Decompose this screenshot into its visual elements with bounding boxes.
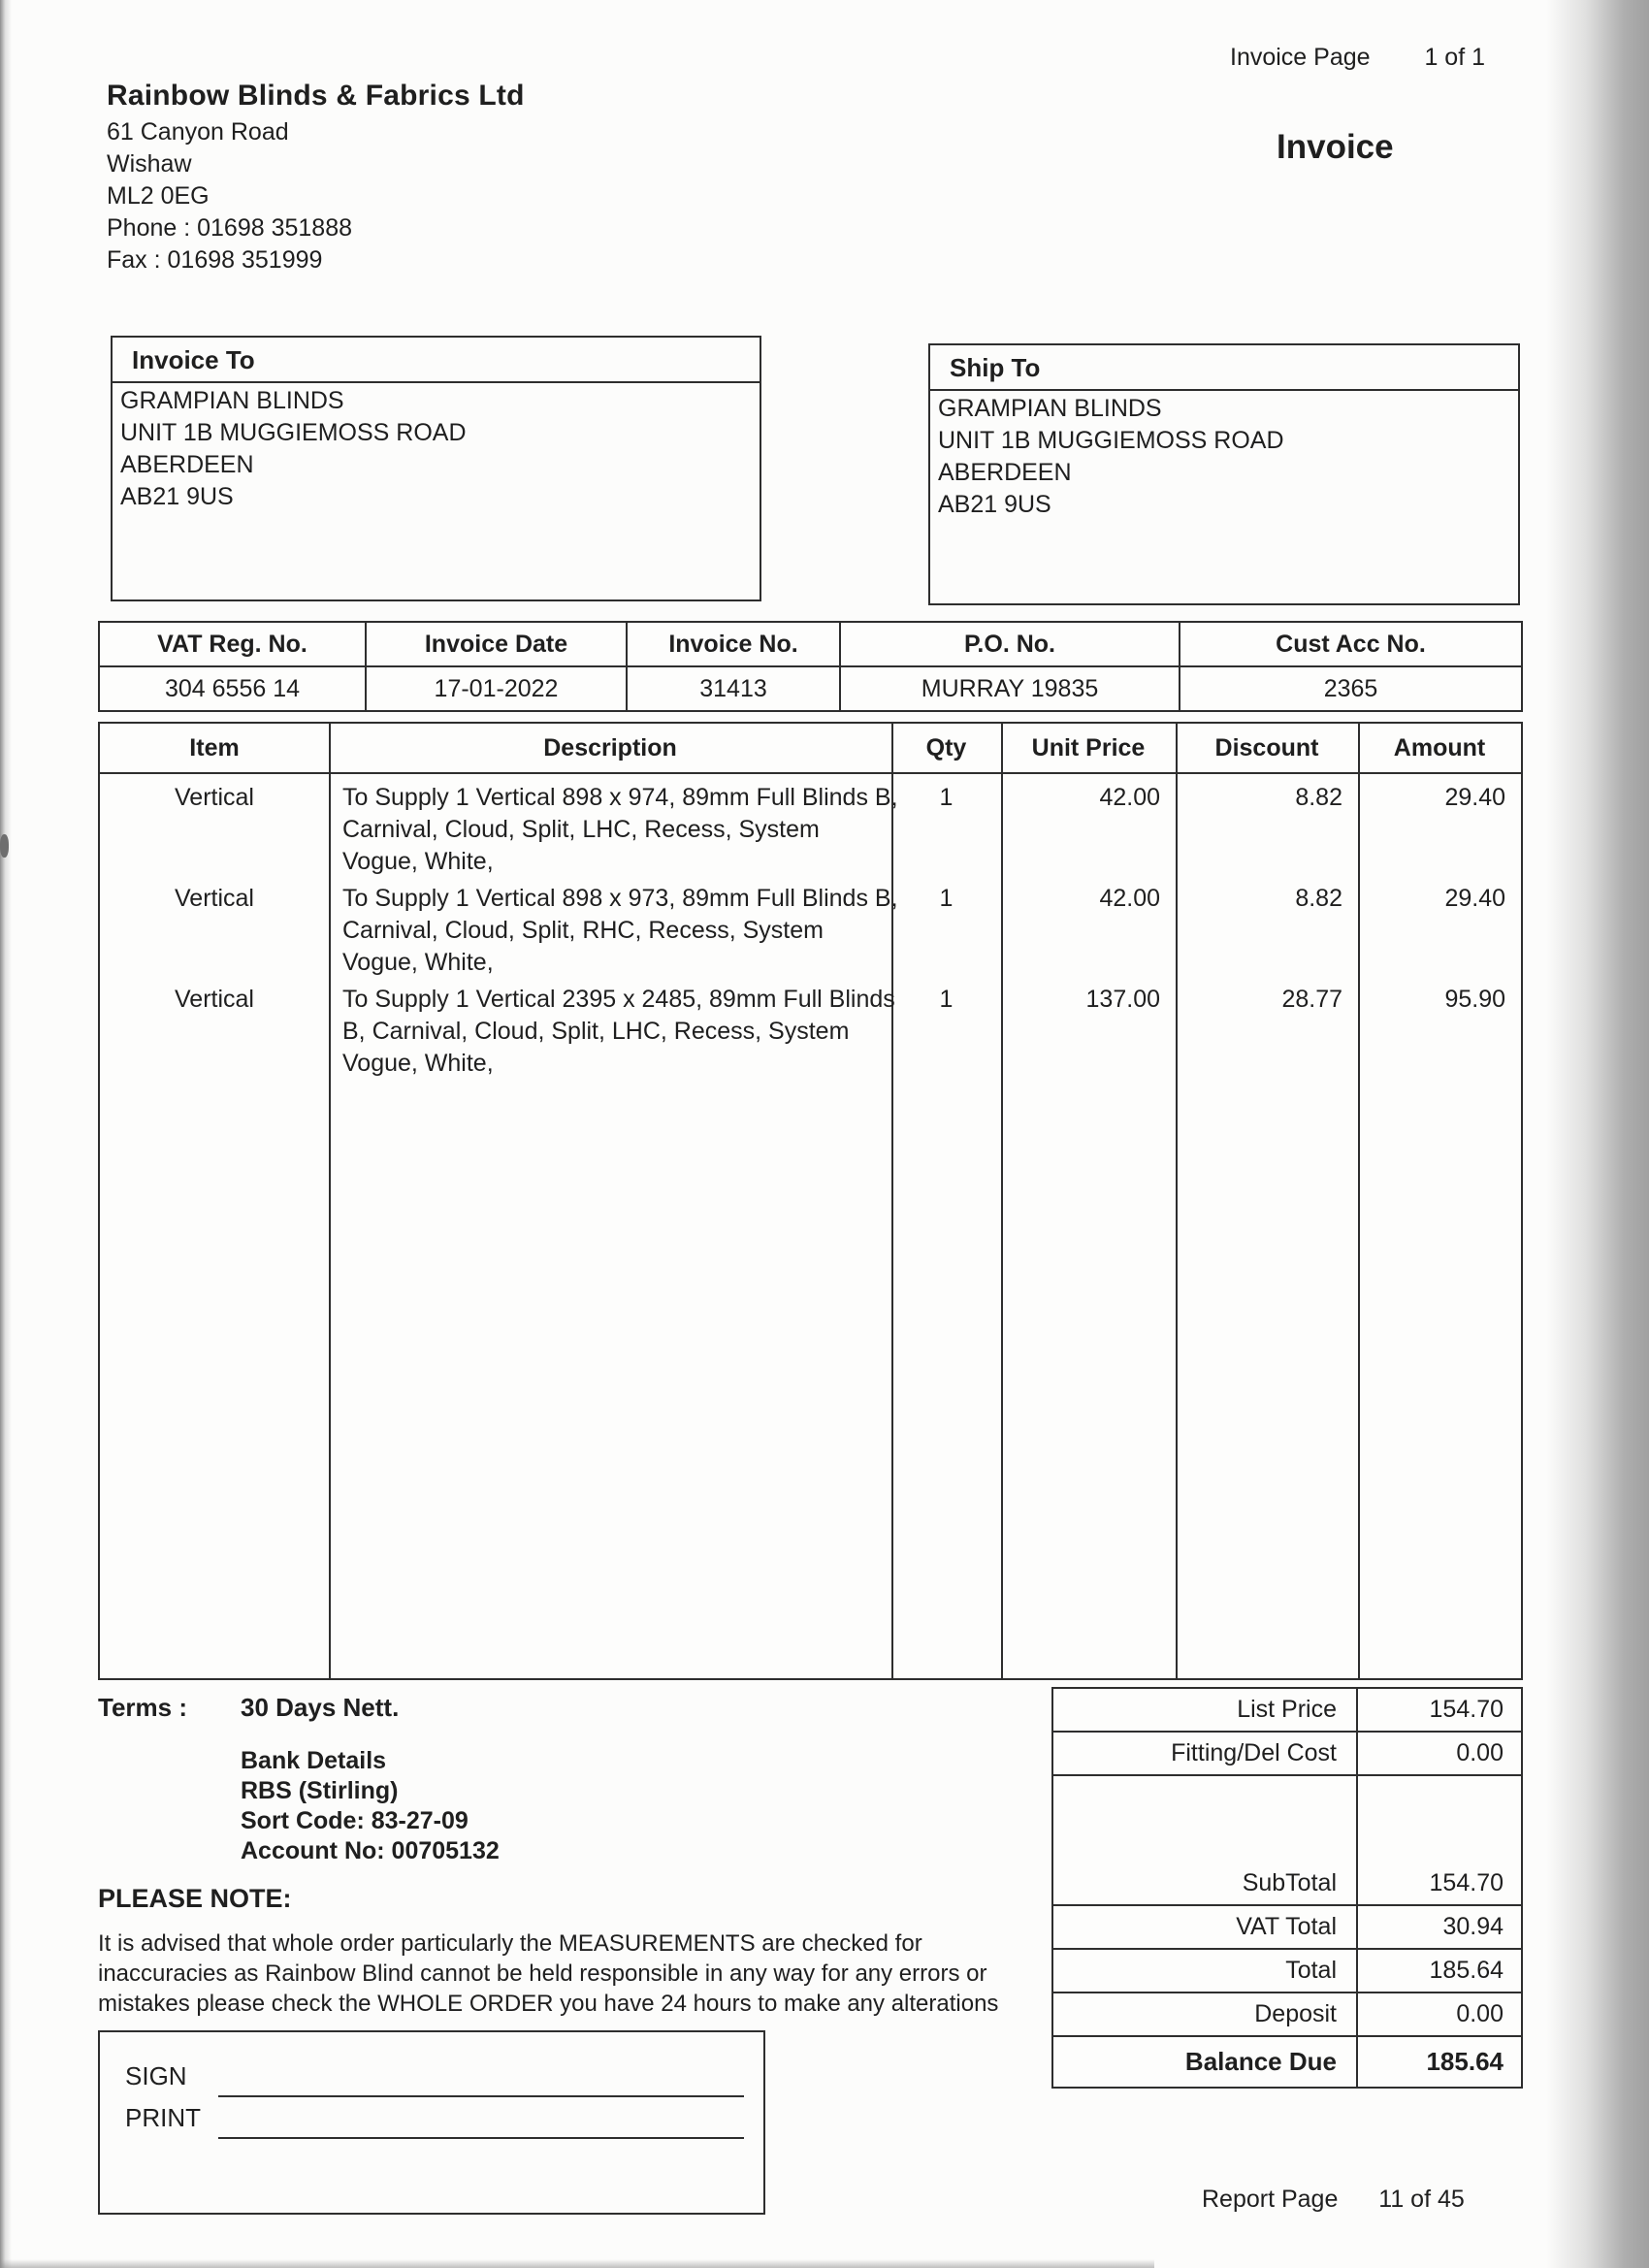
header-page-value: 1 of 1 bbox=[1424, 44, 1486, 71]
unit-price-cell: 137.00 bbox=[1085, 986, 1160, 1013]
ship-to-line: UNIT 1B MUGGIEMOSS ROAD bbox=[938, 427, 1284, 454]
amount-cell: 29.40 bbox=[1444, 885, 1505, 912]
bank-details-title: Bank Details bbox=[241, 1747, 387, 1774]
invoice-to-label: Invoice To bbox=[113, 338, 760, 383]
totals-value: 185.64 bbox=[1426, 2047, 1504, 2076]
items-header-unit-price: Unit Price bbox=[1031, 733, 1146, 761]
column-divider bbox=[1358, 724, 1360, 1678]
scan-edge-left bbox=[0, 0, 12, 2268]
totals-spacer-right bbox=[1358, 1776, 1521, 1863]
terms-label: Terms : bbox=[98, 1693, 187, 1722]
print-label: PRINT bbox=[125, 2103, 201, 2132]
column-divider bbox=[1001, 724, 1003, 1678]
invoice-to-box bbox=[111, 336, 761, 601]
items-header-item: Item bbox=[189, 733, 240, 761]
header-page-label: Invoice Page bbox=[1230, 44, 1371, 71]
meta-header-cust-acc: Cust Acc No. bbox=[1180, 623, 1521, 667]
totals-value: 0.00 bbox=[1456, 2000, 1504, 2027]
discount-cell: 8.82 bbox=[1295, 784, 1342, 811]
invoice-to-line: GRAMPIAN BLINDS bbox=[120, 387, 344, 414]
note-title: PLEASE NOTE: bbox=[98, 1884, 292, 1913]
meta-value-po: MURRAY 19835 bbox=[841, 667, 1180, 710]
totals-row-total bbox=[1053, 1950, 1521, 1993]
invoice-to-line: UNIT 1B MUGGIEMOSS ROAD bbox=[120, 419, 467, 446]
discount-cell: 8.82 bbox=[1295, 885, 1342, 912]
sign-line bbox=[218, 2095, 744, 2097]
totals-row-subtotal bbox=[1053, 1863, 1521, 1906]
bank-details-line: RBS (Stirling) bbox=[241, 1777, 399, 1804]
meta-header-row bbox=[100, 623, 1521, 667]
line-items-table bbox=[98, 722, 1523, 1680]
header-page-indicator bbox=[1230, 44, 1485, 72]
page-title: Invoice bbox=[1277, 128, 1394, 166]
terms-value: 30 Days Nett. bbox=[241, 1693, 400, 1722]
scan-speck bbox=[0, 834, 9, 858]
unit-price-cell: 42.00 bbox=[1099, 885, 1160, 912]
totals-row-deposit bbox=[1053, 1993, 1521, 2037]
totals-row-balance-due bbox=[1053, 2037, 1521, 2087]
totals-label: Fitting/Del Cost bbox=[1053, 1733, 1358, 1774]
company-name: Rainbow Blinds & Fabrics Ltd bbox=[107, 80, 525, 112]
totals-spacer-left bbox=[1053, 1776, 1358, 1863]
item-cell: Vertical bbox=[175, 986, 254, 1013]
company-address-line: Wishaw bbox=[107, 150, 192, 178]
invoice-to-address bbox=[113, 383, 760, 513]
meta-header-invoice-no: Invoice No. bbox=[628, 623, 841, 667]
qty-cell: 1 bbox=[939, 885, 954, 912]
ship-to-line: AB21 9US bbox=[938, 491, 1051, 518]
company-block bbox=[107, 80, 525, 276]
invoice-to-line: AB21 9US bbox=[120, 483, 234, 510]
totals-row-list-price bbox=[1053, 1689, 1521, 1733]
totals-row-vat bbox=[1053, 1906, 1521, 1950]
note-body: It is advised that whole order particularly the MEASUREMENTS are checked for inaccuracies as Rainbow Blind cannot be held responsible in any way for any errors or mistakes please check the WHOLE ORDER you have 24 hours to make any alterations bbox=[98, 1930, 999, 2017]
item-cell: Vertical bbox=[175, 885, 254, 912]
invoice-to-line: ABERDEEN bbox=[120, 451, 254, 478]
unit-price-cell: 42.00 bbox=[1099, 784, 1160, 811]
items-header-amount: Amount bbox=[1393, 733, 1486, 761]
totals-label: Balance Due bbox=[1053, 2037, 1358, 2087]
discount-cell: 28.77 bbox=[1281, 986, 1342, 1013]
totals-value: 30.94 bbox=[1442, 1913, 1504, 1940]
bank-details-line: Account No: 00705132 bbox=[241, 1837, 500, 1864]
report-page-indicator bbox=[1202, 2186, 1465, 2214]
meta-header-date: Invoice Date bbox=[367, 623, 628, 667]
ship-to-label: Ship To bbox=[930, 345, 1518, 391]
items-header-description: Description bbox=[543, 733, 677, 761]
totals-value: 154.70 bbox=[1429, 1869, 1504, 1896]
scan-edge-bottom bbox=[0, 2259, 1154, 2268]
report-page-value: 11 of 45 bbox=[1378, 2186, 1465, 2213]
totals-label: List Price bbox=[1053, 1689, 1358, 1731]
sign-label: SIGN bbox=[125, 2061, 187, 2090]
totals-value: 185.64 bbox=[1429, 1957, 1504, 1984]
meta-header-po: P.O. No. bbox=[841, 623, 1180, 667]
column-divider bbox=[329, 724, 331, 1678]
meta-value-invoice-no: 31413 bbox=[628, 667, 841, 710]
company-address bbox=[107, 116, 525, 276]
meta-value-vat: 304 6556 14 bbox=[100, 667, 367, 710]
scan-edge-right bbox=[1546, 0, 1649, 2268]
bank-details bbox=[241, 1746, 500, 1866]
meta-header-vat: VAT Reg. No. bbox=[100, 623, 367, 667]
totals-box bbox=[1051, 1687, 1523, 2089]
items-header-discount: Discount bbox=[1214, 733, 1319, 761]
description-cell: To Supply 1 Vertical 898 x 973, 89mm Full Blinds B, Carnival, Cloud, Split, RHC, Recess, System Vogue, White, bbox=[342, 885, 898, 976]
totals-value: 0.00 bbox=[1456, 1739, 1504, 1766]
qty-cell: 1 bbox=[939, 986, 954, 1013]
column-divider bbox=[1176, 724, 1178, 1678]
totals-label: SubTotal bbox=[1053, 1863, 1358, 1904]
qty-cell: 1 bbox=[939, 784, 954, 811]
company-address-line: ML2 0EG bbox=[107, 182, 210, 210]
meta-value-date: 17-01-2022 bbox=[367, 667, 628, 710]
totals-label: Total bbox=[1053, 1950, 1358, 1992]
totals-label: VAT Total bbox=[1053, 1906, 1358, 1948]
totals-spacer bbox=[1053, 1776, 1521, 1863]
ship-to-box bbox=[928, 343, 1520, 605]
report-page-label: Report Page bbox=[1202, 2186, 1339, 2213]
header-divider bbox=[100, 772, 1521, 774]
items-header-qty: Qty bbox=[925, 733, 967, 761]
signature-box bbox=[98, 2030, 765, 2215]
ship-to-line: GRAMPIAN BLINDS bbox=[938, 395, 1162, 422]
print-line bbox=[218, 2137, 744, 2139]
ship-to-address bbox=[930, 391, 1518, 521]
totals-label: Deposit bbox=[1053, 1993, 1358, 2035]
meta-value-cust-acc: 2365 bbox=[1323, 675, 1378, 702]
description-cell: To Supply 1 Vertical 2395 x 2485, 89mm Full Blinds B, Carnival, Cloud, Split, LHC, Recess, System Vogue, White, bbox=[342, 986, 895, 1077]
company-phone: Phone : 01698 351888 bbox=[107, 214, 353, 242]
amount-cell: 29.40 bbox=[1444, 784, 1505, 811]
item-cell: Vertical bbox=[175, 784, 254, 811]
totals-row-fitting bbox=[1053, 1733, 1521, 1776]
meta-value-row bbox=[100, 667, 1521, 710]
description-cell: To Supply 1 Vertical 898 x 974, 89mm Full Blinds B, Carnival, Cloud, Split, LHC, Recess, System Vogue, White, bbox=[342, 784, 898, 875]
amount-cell: 95.90 bbox=[1444, 986, 1505, 1013]
totals-value: 154.70 bbox=[1429, 1696, 1504, 1723]
ship-to-line: ABERDEEN bbox=[938, 459, 1072, 486]
invoice-meta-table bbox=[98, 621, 1523, 712]
bank-details-line: Sort Code: 83-27-09 bbox=[241, 1807, 469, 1834]
company-address-line: 61 Canyon Road bbox=[107, 118, 289, 146]
company-fax: Fax : 01698 351999 bbox=[107, 246, 323, 274]
